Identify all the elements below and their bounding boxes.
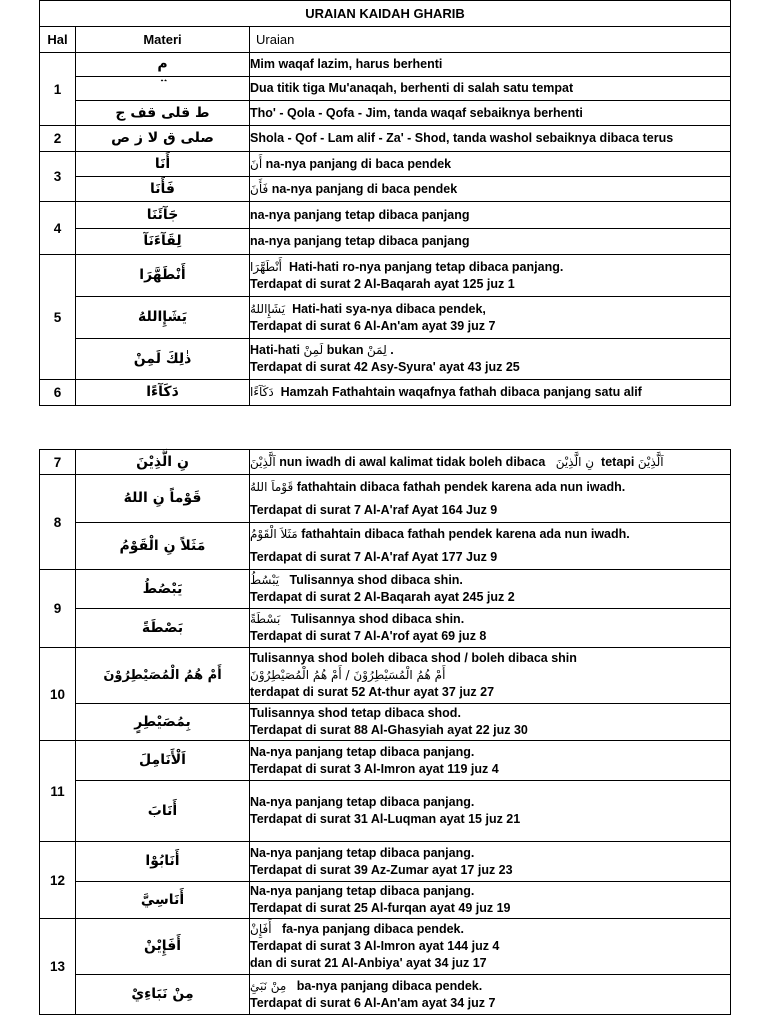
uraian-text: Tulisannya shod tetap dibaca shod.: [250, 706, 461, 720]
uraian-reference: Terdapat di surat 25 Al-furqan ayat 49 juz 19: [250, 901, 511, 915]
arabic-inline: بَسْطَةً: [250, 612, 281, 626]
materi-cell: يَشَإِاللهُ: [76, 297, 250, 339]
hal-number: 4: [40, 202, 76, 255]
table-row: [40, 741, 731, 781]
materi-cell: مِنْ نَبَاءِيْ: [76, 975, 250, 1015]
uraian-cell: [250, 570, 731, 609]
uraian-text: tetapi: [601, 454, 635, 469]
materi-cell: مَثَلاً نِ الْقَوْمُ: [76, 523, 250, 570]
arabic-inline: يَبْسُطُ: [250, 573, 280, 587]
header-uraian: Uraian: [250, 27, 731, 53]
materi-cell: أَنَاسِيَّ: [76, 882, 250, 919]
uraian-text: Tulisannya shod dibaca shin.: [290, 612, 465, 626]
uraian-cell: [250, 842, 731, 882]
arabic-inline: مَثَلاَ الْقَوْمُ: [250, 527, 298, 541]
uraian-text: Na-nya panjang tetap dibaca panjang.: [250, 795, 475, 809]
arabic-inline: قَوْماَ اللهُ: [250, 479, 294, 494]
table-row: [40, 152, 731, 177]
uraian-reference: Terdapat di surat 3 Al-Imron ayat 119 juz 4: [250, 761, 499, 776]
uraian-reference: Terdapat di surat 2 Al-Baqarah ayat 125 juz 1: [250, 276, 515, 291]
hal-number: 1: [40, 53, 76, 126]
table-row: [40, 77, 731, 101]
arabic-inline: فَأَنَ: [250, 181, 269, 196]
uraian-cell: [250, 919, 731, 975]
hal-number: 3: [40, 152, 76, 202]
uraian-text: bukan: [326, 343, 364, 357]
uraian-text: Hati-hati ro-nya panjang tetap dibaca panjang.: [288, 259, 564, 274]
table-row: [40, 255, 731, 297]
uraian-text: Tulisannya shod boleh dibaca shod / boleh dibaca shin: [250, 651, 577, 665]
table-row: [40, 450, 731, 475]
materi-cell: جَآئَنَا: [76, 202, 250, 229]
uraian-cell: Mim waqaf lazim, harus berhenti: [250, 53, 731, 77]
uraian-cell: [250, 255, 731, 297]
uraian-text: ba-nya panjang dibaca pendek.: [296, 978, 483, 993]
hal-number: 2: [40, 126, 76, 152]
uraian-cell: [250, 297, 731, 339]
uraian-reference: terdapat di surat 52 At-thur ayat 37 juz 27: [250, 685, 495, 699]
materi-cell: لِقَآءَنَآ: [76, 229, 250, 255]
uraian-cell: Tho' - Qola - Qofa - Jim, tanda waqaf sebaiknya berhenti: [250, 101, 731, 126]
uraian-reference: Terdapat di surat 7 Al-A'rof ayat 69 juz 8: [250, 629, 487, 643]
uraian-text: Hamzah Fathahtain waqafnya fathah dibaca panjang satu alif: [280, 385, 642, 399]
hal-number: 8: [40, 475, 76, 570]
uraian-cell: [250, 882, 731, 919]
materi-cell: نِ الَّذِيْنَ: [76, 450, 250, 475]
uraian-reference: Terdapat di surat 31 Al-Luqman ayat 15 juz 21: [250, 812, 521, 826]
table-row: [40, 229, 731, 255]
materi-cell: بِمُصَيْطِرٍ: [76, 704, 250, 741]
hal-number: 7: [40, 450, 76, 475]
arabic-inline: أَفَإِنْ: [250, 922, 272, 936]
header-hal: Hal: [40, 27, 76, 53]
uraian-reference: dan di surat 21 Al-Anbiya' ayat 34 juz 17: [250, 956, 487, 970]
table-title: URAIAN KAIDAH GHARIB: [40, 1, 731, 27]
table-row: [40, 704, 731, 741]
uraian-reference: Terdapat di surat 39 Az-Zumar ayat 17 juz 23: [250, 862, 513, 877]
table-row: [40, 842, 731, 882]
uraian-cell: [250, 741, 731, 781]
uraian-cell: [250, 339, 731, 380]
table-row: [40, 297, 731, 339]
table-row: [40, 882, 731, 919]
uraian-reference: Terdapat di surat 2 Al-Baqarah ayat 245 juz 2: [250, 590, 515, 604]
arabic-inline: مِنْ نَبَئِ: [250, 978, 287, 993]
arabic-inline: اَلَّذِيْنَ: [250, 454, 276, 469]
uraian-reference: Terdapat di surat 42 Asy-Syura' ayat 43 juz 25: [250, 360, 520, 374]
arabic-inline: يَشَإِاللهُ: [250, 301, 286, 316]
uraian-reference: Terdapat di surat 3 Al-Imron ayat 144 juz 4: [250, 939, 500, 953]
table-row: [40, 609, 731, 648]
table-row: [40, 339, 731, 380]
uraian-text: Na-nya panjang tetap dibaca panjang.: [250, 744, 475, 759]
uraian-text: Hati-hati: [250, 343, 300, 357]
uraian-reference: Terdapat di surat 7 Al-A'raf Ayat 164 Juz 9: [250, 502, 498, 517]
hal-number: 10: [40, 648, 76, 741]
table-row: [40, 177, 731, 202]
hal-number: 9: [40, 570, 76, 648]
table-row: [40, 126, 731, 152]
uraian-text: nun iwadh di awal kalimat tidak boleh dibaca: [279, 454, 546, 469]
arabic-inline: أَنَ: [250, 156, 263, 171]
uraian-cell: [250, 609, 731, 648]
kaidah-gharib-table-2: [39, 449, 731, 1015]
materi-cell: بَصْطَةً: [76, 609, 250, 648]
uraian-reference: Terdapat di surat 88 Al-Ghasyiah ayat 22 juz 30: [250, 723, 528, 737]
uraian-cell: na-nya panjang tetap dibaca panjang: [250, 229, 731, 255]
materi-cell: أَفَإِيْنْ: [76, 919, 250, 975]
materi-cell: أَنَا: [76, 152, 250, 177]
uraian-cell: [250, 781, 731, 842]
uraian-cell: na-nya panjang tetap dibaca panjang: [250, 202, 731, 229]
uraian-reference: Terdapat di surat 7 Al-A'raf Ayat 177 Juz 9: [250, 550, 498, 564]
arabic-inline: لَمِنْ: [303, 343, 324, 357]
hal-number: 5: [40, 255, 76, 380]
uraian-reference: Terdapat di surat 6 Al-An'am ayat 34 juz 7: [250, 995, 496, 1010]
hal-number: 12: [40, 842, 76, 919]
materi-cell: قَوْماً نِ اللهُ: [76, 475, 250, 523]
uraian-cell: [250, 177, 731, 202]
uraian-cell: [250, 450, 731, 475]
uraian-cell: [250, 152, 731, 177]
table-row: [40, 523, 731, 570]
materi-cell: ۛ ۛ: [76, 77, 250, 101]
arabic-inline: اَلَّذِيْنَ: [637, 454, 664, 469]
uraian-cell: [250, 648, 731, 704]
arabic-inline: أَمْ هُمُ الْمُسَيْطِرُوْنَ / أَمْ هُمُ الْمُصَيْطِرُوْنَ: [250, 668, 446, 682]
uraian-reference: Terdapat di surat 6 Al-An'am ayat 39 juz 7: [250, 318, 496, 333]
uraian-cell: [250, 380, 731, 406]
materi-cell: م: [76, 53, 250, 77]
table-row: [40, 919, 731, 975]
arabic-inline: أَنْطَهَّرَا: [250, 259, 283, 274]
arabic-inline: لِمَنْ: [367, 343, 387, 357]
table-row: [40, 53, 731, 77]
uraian-text: na-nya panjang di baca pendek: [271, 181, 458, 196]
uraian-cell: Dua titik tiga Mu'anaqah, berhenti di salah satu tempat: [250, 77, 731, 101]
table-row: [40, 781, 731, 842]
uraian-cell: Shola - Qof - Lam alif - Za' - Shod, tanda washol sebaiknya dibaca terus: [250, 126, 731, 152]
materi-cell: ذٰلِكَ لَمِنْ: [76, 339, 250, 380]
materi-cell: صلى ق لا ز ص: [76, 126, 250, 152]
uraian-text: Hati-hati sya-nya dibaca pendek,: [292, 301, 486, 316]
hal-number: 13: [40, 919, 76, 1015]
table-row: [40, 475, 731, 523]
uraian-text: na-nya panjang di baca pendek: [265, 156, 452, 171]
table-row: [40, 202, 731, 229]
uraian-text: Tulisannya shod dibaca shin.: [289, 573, 463, 587]
materi-cell: دَكَآءًا: [76, 380, 250, 406]
materi-cell: أَمْ هُمُ الْمُصَيْطِرُوْنَ: [76, 648, 250, 704]
kaidah-gharib-table-1: [39, 0, 731, 406]
materi-cell: فَأَنَا: [76, 177, 250, 202]
table-row: [40, 648, 731, 704]
uraian-text: .: [390, 343, 394, 357]
materi-cell: أَنْطَهَّرَا: [76, 255, 250, 297]
materi-cell: اَلْأَنَامِلَ: [76, 741, 250, 781]
materi-cell: يَبْصُطُ: [76, 570, 250, 609]
uraian-cell: [250, 704, 731, 741]
uraian-text: Na-nya panjang tetap dibaca panjang.: [250, 884, 475, 898]
uraian-cell: [250, 523, 731, 570]
uraian-text: Na-nya panjang tetap dibaca panjang.: [250, 845, 475, 860]
materi-cell: ط قلى قف ج: [76, 101, 250, 126]
table-row: [40, 570, 731, 609]
materi-cell: أَنَابَ: [76, 781, 250, 842]
arabic-inline: نِ الَّذِيْنَ: [555, 454, 595, 469]
arabic-inline: دَكَآءًا: [250, 385, 274, 399]
uraian-text: fathahtain dibaca fathah pendek karena ada nun iwadh.: [301, 527, 630, 541]
materi-cell: أَنَابُوْا: [76, 842, 250, 882]
table-row: [40, 101, 731, 126]
header-materi: Materi: [76, 27, 250, 53]
table-row: [40, 975, 731, 1015]
header-row: [40, 27, 731, 53]
uraian-cell: [250, 475, 731, 523]
uraian-cell: [250, 975, 731, 1015]
hal-number: 11: [40, 741, 76, 842]
uraian-text: fathahtain dibaca fathah pendek karena ada nun iwadh.: [296, 479, 626, 494]
uraian-text: fa-nya panjang dibaca pendek.: [281, 922, 464, 936]
hal-number: 6: [40, 380, 76, 406]
table-row: [40, 380, 731, 406]
